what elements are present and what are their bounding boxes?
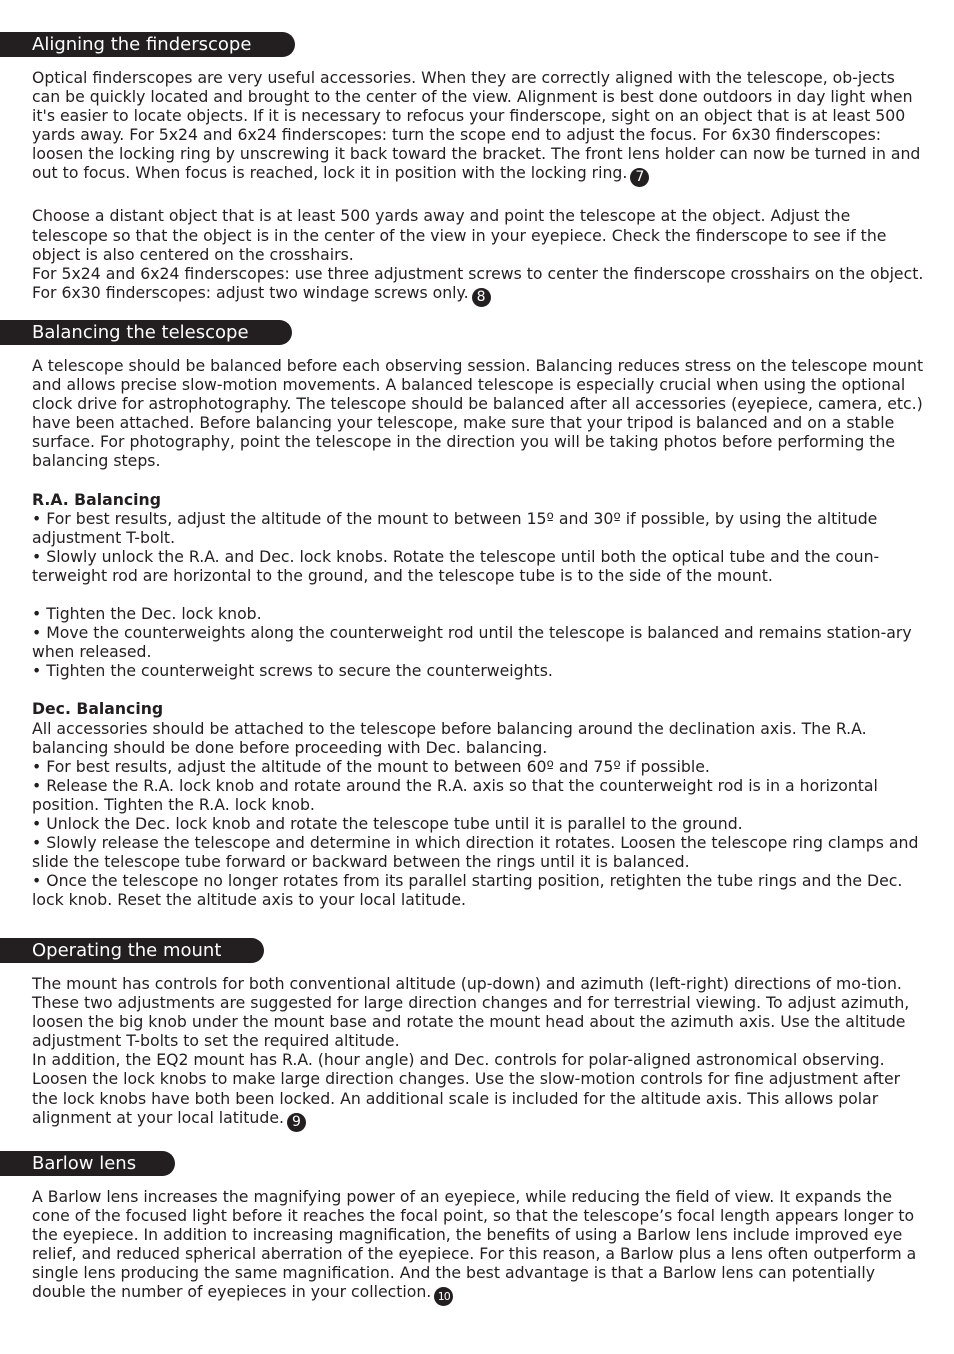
bullet-item: • For best results, adjust the altitude of the mount to between 60º and 75º if possible. (32, 756, 710, 776)
bullet-item: • Unlock the Dec. lock knob and rotate the telescope tube until it is parallel to the ground. (32, 813, 743, 833)
bullet-item: • Release the R.A. lock knob and rotate around the R.A. axis so that the counterweight rod is in a horizontal position. Tighten the R.A. lock knob. (32, 775, 878, 814)
subheading-dec-balancing: Dec. Balancing (32, 699, 164, 719)
section-title: Barlow lens (32, 1153, 137, 1174)
section-body (32, 68, 927, 307)
section-title: Aligning the finderscope (32, 34, 252, 55)
section-title: Operating the mount (32, 940, 222, 961)
paragraph: Choose a distant object that is at least 500 yards away and point the telescope at the object. Adjust the telescope so that the object is in the center of the view in your eyepiece. Check the finderscope to see if the object is also centered on the crosshairs. (32, 206, 887, 264)
section-body (32, 974, 927, 1132)
bullet-item: • Move the counterweights along the counterweight rod until the telescope is balanced and remains station-ary when released. (32, 623, 912, 662)
section-title: Balancing the telescope (32, 322, 249, 343)
paragraph: The mount has controls for both conventional altitude (up-down) and azimuth (left-right) directions of mo-tion. These two adjustments are suggested for large direction changes and for terrestrial viewing. To adjust azimuth, loosen the big knob under the mount base and rotate the mount head about the azimuth axis. Use the altitude adjustment T-bolts to set the required altitude. (32, 974, 910, 1051)
section-heading-bar (0, 320, 292, 345)
bullet-item: • Slowly release the telescope and determine in which direction it rotates. Loosen the telescope ring clamps and slide the telescope tube forward or backward between the rings until it is balanced. (32, 833, 919, 872)
subheading-ra-balancing: R.A. Balancing (32, 489, 161, 509)
figure-ref-badge: 10 (434, 1287, 453, 1306)
bullet-item: • Tighten the Dec. lock knob. (32, 604, 262, 624)
paragraph: A Barlow lens increases the magnifying power of an eyepiece, while reducing the field of view. It expands the cone of the focused light before it reaches the focal point, so that the telescope’s focal length appears longer to the eyepiece. In addition to increasing magnification, the benefits of using a Barlow lens include improved eye relief, and reduced spherical aberration of the eyepiece. For this reason, a Barlow plus a lens often outperform a single lens producing the same magnification. And the best advantage is that a Barlow lens can potentially double the number of eyepieces in your collection. 10 (32, 1187, 927, 1306)
section-heading-bar (0, 1151, 175, 1176)
bullet-item: • Slowly unlock the R.A. and Dec. lock knobs. Rotate the telescope until both the optical tube and the coun-terweight rod are horizontal to the ground, and the telescope tube is to the side of the mount. (32, 546, 880, 585)
figure-ref-badge: 9 (287, 1113, 306, 1132)
figure-ref-badge: 8 (472, 288, 491, 307)
figure-ref-badge: 7 (630, 168, 649, 187)
bullet-item: • Tighten the counterweight screws to secure the counterweights. (32, 661, 553, 681)
section-body (32, 356, 927, 909)
section-heading-bar (0, 938, 264, 963)
section-body (32, 1187, 927, 1306)
paragraph: Optical finderscopes are very useful accessories. When they are correctly aligned with the telescope, ob-jects can be quickly located and brought to the center of the view. Alignment is best done outdoors in day light when it's easier to locate objects. If it is necessary to refocus your finderscope, sight on an object that is at least 500 yards away. For 5x24 and 6x24 finderscopes: turn the scope end to adjust the focus. For 6x30 finderscopes: loosen the locking ring by unscrewing it back toward the bracket. The front lens holder can now be turned in and out to focus. When focus is reached, lock it in position with the locking ring. 7 (32, 68, 921, 186)
bullet-item: • Once the telescope no longer rotates from its parallel starting position, retighten the tube rings and the Dec. lock knob. Reset the altitude axis to your local latitude. (32, 871, 903, 910)
paragraph: For 5x24 and 6x24 finderscopes: use three adjustment screws to center the finderscope crosshairs on the object. For 6x30 finderscopes: adjust two windage screws only. 8 (32, 263, 924, 305)
paragraph: In addition, the EQ2 mount has R.A. (hour angle) and Dec. controls for polar-aligned astronomical observing. Loosen the lock knobs to make large direction changes. Use the slow-motion controls for fine adjustment after the lock knobs have both been locked. An additional scale is included for the altitude axis. This allows polar alignment at your local latitude. 9 (32, 1050, 901, 1130)
section-heading-bar (0, 32, 295, 57)
bullet-item: • For best results, adjust the altitude of the mount to between 15º and 30º if possible, by using the altitude adjustment T-bolt. (32, 508, 878, 547)
paragraph: All accessories should be attached to the telescope before balancing around the declination axis. The R.A. balancing should be done before proceeding with Dec. balancing. (32, 718, 867, 757)
paragraph: A telescope should be balanced before each observing session. Balancing reduces stress on the telescope mount and allows precise slow-motion movements. A balanced telescope is especially crucial when using the optional clock drive for astrophotography. The telescope should be balanced after all accessories (eyepiece, camera, etc.) have been attached. Before balancing your telescope, make sure that your tripod is balanced and on a stable surface. For photography, point the telescope in the direction you will be taking photos before performing the balancing steps. (32, 356, 924, 471)
